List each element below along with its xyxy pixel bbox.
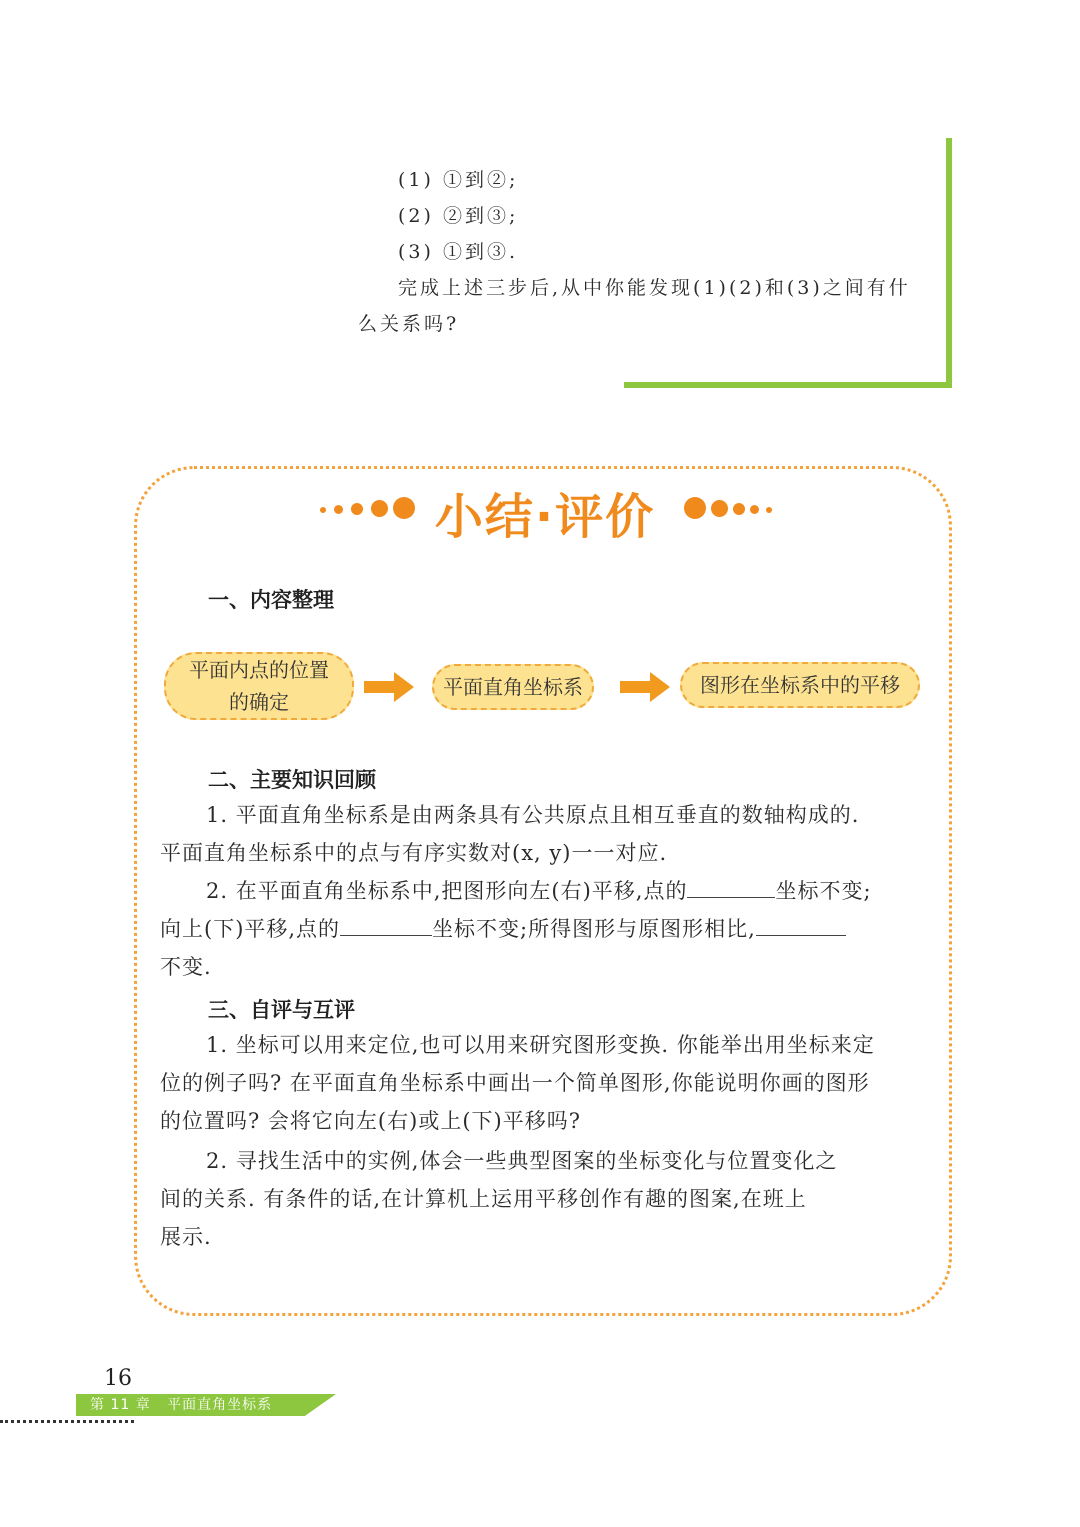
- review-item-1-line1: 1. 坐标可以用来定位,也可以用来研究图形变换. 你能举出用坐标来定: [206, 1033, 875, 1057]
- question-item-3: (3) ①到③.: [398, 241, 518, 263]
- knowledge-item-2-text-b: 坐标不变;: [775, 879, 872, 903]
- flow-step-1-line1: 平面内点的位置: [189, 658, 329, 682]
- title-dot: [684, 497, 706, 519]
- review-item-2-line1: 2. 寻找生活中的实例,体会一些典型图案的坐标变化与位置变化之: [206, 1149, 838, 1173]
- summary-title: 小结·评价: [434, 489, 656, 545]
- title-dot: [733, 503, 745, 515]
- title-dot: [334, 505, 343, 514]
- knowledge-item-2-text-c: 向上(下)平移,点的: [160, 917, 341, 941]
- question-item-1: (1) ①到②;: [398, 169, 519, 191]
- title-dot: [393, 497, 415, 519]
- question-text-line1: 完成上述三步后,从中你能发现(1)(2)和(3)之间有什: [398, 277, 911, 299]
- flow-step-1-line2: 的确定: [229, 690, 289, 714]
- knowledge-item-2-line1: [160, 872, 930, 910]
- frame-border-bottom: [624, 382, 952, 388]
- question-text-line2: 么关系吗?: [358, 313, 460, 335]
- flow-step-2: 平面直角坐标系: [432, 664, 594, 710]
- title-dot: [766, 507, 772, 513]
- section-heading-3: 三、自评与互评: [208, 998, 355, 1022]
- title-dot: [750, 505, 759, 514]
- review-item-1-line3: 的位置吗? 会将它向左(右)或上(下)平移吗?: [160, 1109, 581, 1133]
- chapter-label: 第 11 章 平面直角坐标系: [90, 1397, 273, 1413]
- footer-dotted-line: [0, 1420, 134, 1423]
- title-dot: [320, 507, 326, 513]
- frame-border-right: [946, 138, 952, 388]
- review-item-2-line3: 展示.: [160, 1225, 212, 1249]
- title-dot: [351, 503, 363, 515]
- knowledge-item-1-line2: 平面直角坐标系中的点与有序实数对(x, y)一一对应.: [160, 841, 668, 865]
- section-heading-1: 一、内容整理: [208, 588, 334, 612]
- knowledge-item-2-line3: 不变.: [160, 955, 212, 979]
- fill-blank: [756, 913, 846, 936]
- arrow-right-icon: [620, 672, 670, 702]
- flow-step-1: [164, 652, 354, 720]
- fill-blank: [340, 913, 432, 936]
- title-dot: [371, 500, 388, 517]
- question-item-2: (2) ②到③;: [398, 205, 519, 227]
- knowledge-item-1-line1: 1. 平面直角坐标系是由两条具有公共原点且相互垂直的数轴构成的.: [206, 803, 860, 827]
- arrow-right-icon: [364, 672, 414, 702]
- fill-blank: [687, 875, 775, 898]
- review-item-1-line2: 位的例子吗? 在平面直角坐标系中画出一个简单图形,你能说明你画的图形: [160, 1071, 870, 1095]
- review-item-2-line2: 间的关系. 有条件的话,在计算机上运用平移创作有趣的图案,在班上: [160, 1187, 807, 1211]
- page-number: 16: [104, 1366, 132, 1391]
- knowledge-item-2-text-a: 2. 在平面直角坐标系中,把图形向左(右)平移,点的: [206, 879, 688, 903]
- knowledge-item-2-line2: [160, 910, 930, 948]
- title-dot: [711, 500, 728, 517]
- knowledge-item-2-text-d: 坐标不变;所得图形与原图形相比,: [432, 917, 756, 941]
- section-heading-2: 二、主要知识回顾: [208, 768, 376, 792]
- flow-step-3: 图形在坐标系中的平移: [680, 662, 920, 708]
